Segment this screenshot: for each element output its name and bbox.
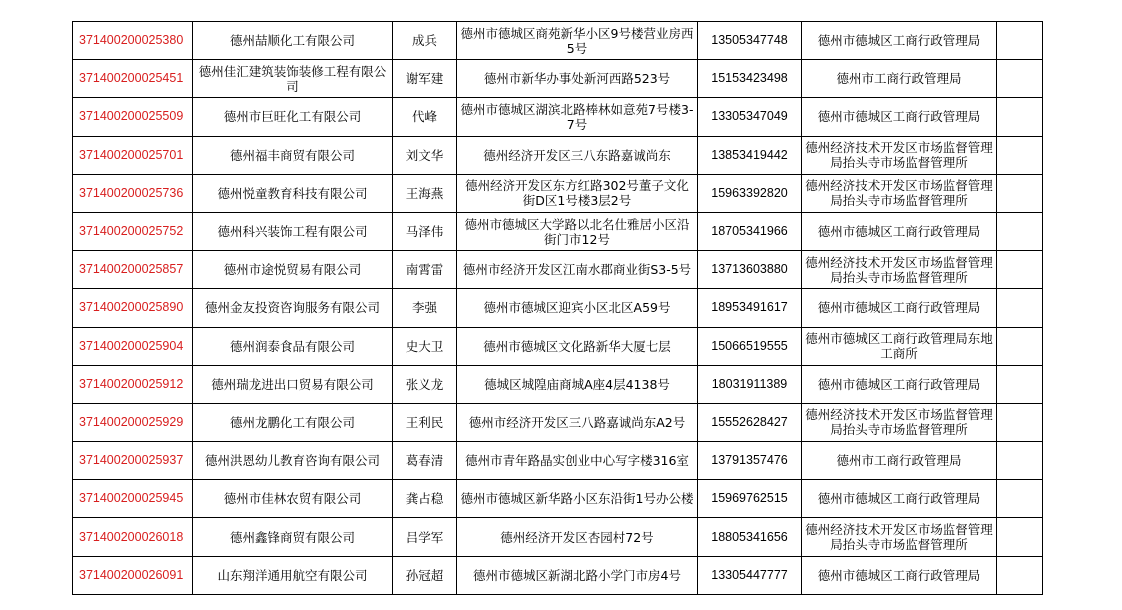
note-cell <box>997 60 1043 98</box>
legal-representative-cell: 成兵 <box>393 22 457 60</box>
legal-representative-cell: 代峰 <box>393 98 457 136</box>
company-name-cell: 德州洪恩幼儿教育咨询有限公司 <box>193 442 393 480</box>
table-row <box>73 365 1043 403</box>
phone-number-cell: 13791357476 <box>698 442 802 480</box>
note-cell <box>997 136 1043 174</box>
legal-representative-cell: 龚占稳 <box>393 480 457 518</box>
registration-number-cell: 371400200025929 <box>73 403 193 441</box>
company-name-cell: 德州佳汇建筑装饰装修工程有限公司 <box>193 60 393 98</box>
registration-number-cell: 371400200025701 <box>73 136 193 174</box>
note-cell <box>997 289 1043 327</box>
registration-authority-cell: 德州市工商行政管理局 <box>802 442 997 480</box>
table-row <box>73 251 1043 289</box>
address-cell: 德州市德城区大学路以北名仕雅居小区沿街门市12号 <box>457 212 698 250</box>
phone-number-cell: 13305447777 <box>698 556 802 594</box>
address-cell: 德州市新华办事处新河西路523号 <box>457 60 698 98</box>
registration-number-cell: 371400200025904 <box>73 327 193 365</box>
phone-number-cell: 18805341656 <box>698 518 802 556</box>
address-cell: 德州市青年路晶实创业中心写字楼316室 <box>457 442 698 480</box>
phone-number-cell: 18031911389 <box>698 365 802 403</box>
registration-authority-cell: 德州市德城区工商行政管理局 <box>802 22 997 60</box>
table-row <box>73 98 1043 136</box>
registration-number-cell: 371400200025451 <box>73 60 193 98</box>
legal-representative-cell: 吕学军 <box>393 518 457 556</box>
registration-authority-cell: 德州经济技术开发区市场监督管理局抬头寺市场监督管理所 <box>802 403 997 441</box>
company-name-cell: 德州市巨旺化工有限公司 <box>193 98 393 136</box>
table-body <box>73 22 1043 595</box>
registration-number-cell: 371400200025752 <box>73 212 193 250</box>
note-cell <box>997 365 1043 403</box>
registration-number-cell: 371400200025509 <box>73 98 193 136</box>
note-cell <box>997 212 1043 250</box>
company-name-cell: 德州福丰商贸有限公司 <box>193 136 393 174</box>
company-name-cell: 德州鑫锋商贸有限公司 <box>193 518 393 556</box>
registration-authority-cell: 德州经济技术开发区市场监督管理局抬头寺市场监督管理所 <box>802 518 997 556</box>
address-cell: 德州市德城区新华路小区东沿街1号办公楼 <box>457 480 698 518</box>
phone-number-cell: 18705341966 <box>698 212 802 250</box>
address-cell: 德州市德城区迎宾小区北区A59号 <box>457 289 698 327</box>
legal-representative-cell: 南霄雷 <box>393 251 457 289</box>
registration-number-cell: 371400200025380 <box>73 22 193 60</box>
company-name-cell: 德州润泰食品有限公司 <box>193 327 393 365</box>
note-cell <box>997 174 1043 212</box>
registration-authority-cell: 德州市德城区工商行政管理局 <box>802 480 997 518</box>
address-cell: 德州经济开发区杏园村72号 <box>457 518 698 556</box>
address-cell: 德州市德城区新湖北路小学门市房4号 <box>457 556 698 594</box>
note-cell <box>997 327 1043 365</box>
registration-authority-cell: 德州经济技术开发区市场监督管理局抬头寺市场监督管理所 <box>802 174 997 212</box>
registration-authority-cell: 德州市德城区工商行政管理局 <box>802 556 997 594</box>
address-cell: 德州市德城区商苑新华小区9号楼营业房西5号 <box>457 22 698 60</box>
table-row <box>73 174 1043 212</box>
note-cell <box>997 403 1043 441</box>
note-cell <box>997 480 1043 518</box>
company-name-cell: 德州市佳林农贸有限公司 <box>193 480 393 518</box>
registration-number-cell: 371400200025945 <box>73 480 193 518</box>
address-cell: 德城区城隍庙商城A座4层4138号 <box>457 365 698 403</box>
company-name-cell: 德州龙鹏化工有限公司 <box>193 403 393 441</box>
registration-authority-cell: 德州市工商行政管理局 <box>802 60 997 98</box>
table-row <box>73 289 1043 327</box>
registration-number-cell: 371400200025736 <box>73 174 193 212</box>
table-row <box>73 556 1043 594</box>
registration-number-cell: 371400200025937 <box>73 442 193 480</box>
registration-authority-cell: 德州经济技术开发区市场监督管理局抬头寺市场监督管理所 <box>802 136 997 174</box>
table-row <box>73 442 1043 480</box>
legal-representative-cell: 刘文华 <box>393 136 457 174</box>
phone-number-cell: 15969762515 <box>698 480 802 518</box>
registration-number-cell: 371400200026018 <box>73 518 193 556</box>
company-name-cell: 德州喆顺化工有限公司 <box>193 22 393 60</box>
registration-number-cell: 371400200026091 <box>73 556 193 594</box>
registration-authority-cell: 德州市德城区工商行政管理局 <box>802 289 997 327</box>
registration-number-cell: 371400200025890 <box>73 289 193 327</box>
note-cell <box>997 518 1043 556</box>
address-cell: 德州市德城区湖滨北路棒林如意苑7号楼3-7号 <box>457 98 698 136</box>
address-cell: 德州市经济开发区江南水郡商业街S3-5号 <box>457 251 698 289</box>
table-row <box>73 403 1043 441</box>
registration-number-cell: 371400200025912 <box>73 365 193 403</box>
note-cell <box>997 251 1043 289</box>
table-row <box>73 60 1043 98</box>
phone-number-cell: 13505347748 <box>698 22 802 60</box>
phone-number-cell: 13853419442 <box>698 136 802 174</box>
company-name-cell: 山东翔洋通用航空有限公司 <box>193 556 393 594</box>
registration-authority-cell: 德州市德城区工商行政管理局 <box>802 365 997 403</box>
address-cell: 德州市经济开发区三八路嘉诚尚东A2号 <box>457 403 698 441</box>
phone-number-cell: 15552628427 <box>698 403 802 441</box>
company-name-cell: 德州金友投资咨询服务有限公司 <box>193 289 393 327</box>
legal-representative-cell: 孙冠超 <box>393 556 457 594</box>
address-cell: 德州市德城区文化路新华大厦七层 <box>457 327 698 365</box>
phone-number-cell: 18953491617 <box>698 289 802 327</box>
legal-representative-cell: 王海燕 <box>393 174 457 212</box>
table-row <box>73 136 1043 174</box>
registration-table <box>72 21 1043 595</box>
note-cell <box>997 22 1043 60</box>
phone-number-cell: 15963392820 <box>698 174 802 212</box>
phone-number-cell: 15153423498 <box>698 60 802 98</box>
table-row <box>73 22 1043 60</box>
note-cell <box>997 556 1043 594</box>
phone-number-cell: 15066519555 <box>698 327 802 365</box>
address-cell: 德州经济开发区东方红路302号董子文化街D区1号楼3层2号 <box>457 174 698 212</box>
legal-representative-cell: 史大卫 <box>393 327 457 365</box>
table-row <box>73 518 1043 556</box>
company-name-cell: 德州悦童教育科技有限公司 <box>193 174 393 212</box>
registration-authority-cell: 德州经济技术开发区市场监督管理局抬头寺市场监督管理所 <box>802 251 997 289</box>
legal-representative-cell: 李强 <box>393 289 457 327</box>
registration-number-cell: 371400200025857 <box>73 251 193 289</box>
registration-authority-cell: 德州市德城区工商行政管理局东地工商所 <box>802 327 997 365</box>
legal-representative-cell: 谢军建 <box>393 60 457 98</box>
registration-authority-cell: 德州市德城区工商行政管理局 <box>802 98 997 136</box>
legal-representative-cell: 葛春清 <box>393 442 457 480</box>
company-name-cell: 德州科兴装饰工程有限公司 <box>193 212 393 250</box>
table-row <box>73 480 1043 518</box>
address-cell: 德州经济开发区三八东路嘉诚尚东 <box>457 136 698 174</box>
table-row <box>73 212 1043 250</box>
phone-number-cell: 13713603880 <box>698 251 802 289</box>
legal-representative-cell: 马泽伟 <box>393 212 457 250</box>
phone-number-cell: 13305347049 <box>698 98 802 136</box>
note-cell <box>997 442 1043 480</box>
company-name-cell: 德州市途悦贸易有限公司 <box>193 251 393 289</box>
note-cell <box>997 98 1043 136</box>
legal-representative-cell: 张义龙 <box>393 365 457 403</box>
company-name-cell: 德州瑞龙进出口贸易有限公司 <box>193 365 393 403</box>
legal-representative-cell: 王利民 <box>393 403 457 441</box>
table-row <box>73 327 1043 365</box>
registration-authority-cell: 德州市德城区工商行政管理局 <box>802 212 997 250</box>
